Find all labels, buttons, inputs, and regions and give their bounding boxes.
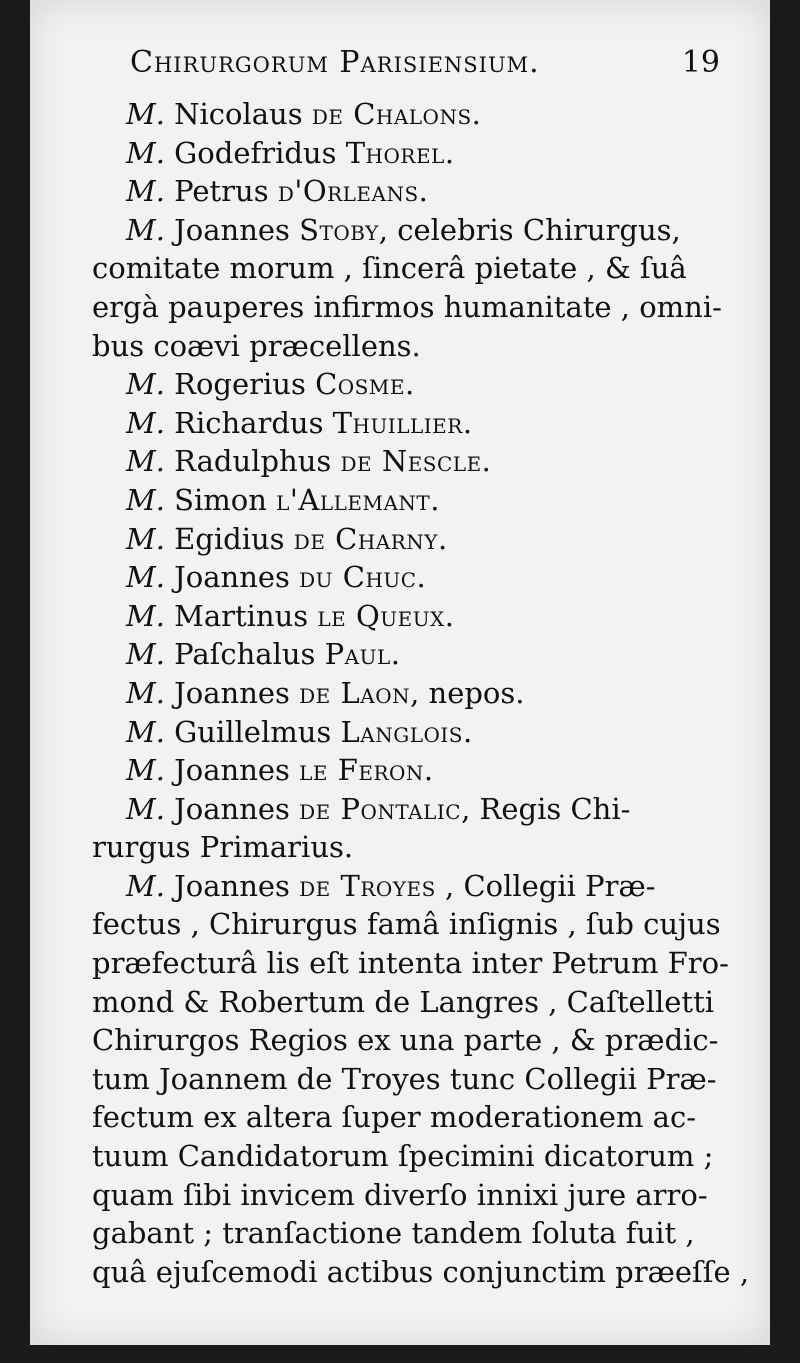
text-line [92, 1253, 750, 1292]
entry-line [92, 597, 732, 636]
entry-continuation: , nepos. [410, 675, 525, 710]
surname: de Nescle. [340, 444, 492, 479]
given-name: Joannes [174, 560, 290, 595]
entry-line [92, 635, 732, 674]
given-name: Petrus [174, 174, 269, 209]
magister-abbrev: M. [126, 174, 165, 209]
given-name: Egidius [174, 521, 285, 556]
surname: Stoby [299, 212, 379, 247]
given-name: Simon [174, 482, 267, 517]
surname: l'Allemant. [276, 482, 440, 517]
text-line-content: comitate morum , ſincerâ pietate , & ſuâ [92, 251, 687, 286]
given-name: Joannes [174, 753, 290, 788]
text-line-content: bus coævi præcellens. [92, 328, 421, 363]
entry-line [92, 790, 732, 829]
magister-abbrev: M. [126, 560, 165, 595]
surname: le Queux. [317, 598, 455, 633]
magister-abbrev: M. [126, 97, 165, 131]
magister-abbrev: M. [126, 791, 165, 826]
given-name: Godefridus [174, 135, 337, 170]
text-line [92, 1060, 732, 1099]
text-line-content: rurgus Primarius. [92, 830, 354, 865]
magister-abbrev: M. [126, 598, 165, 633]
surname: Thuillier. [332, 405, 473, 440]
given-name: Joannes [174, 675, 290, 710]
surname: Cosme. [315, 367, 415, 402]
entry-line [92, 95, 732, 134]
magister-abbrev: M. [126, 135, 165, 170]
magister-abbrev: M. [126, 753, 165, 788]
text-line [92, 905, 732, 944]
entry-line [92, 558, 732, 597]
magister-abbrev: M. [126, 714, 165, 749]
magister-abbrev: M. [126, 444, 165, 479]
page-number: 19 [681, 45, 720, 80]
text-line-content: ergà pauperes infirmos humanitate , omni- [92, 289, 722, 324]
magister-abbrev: M. [126, 675, 165, 710]
text-line-content: fectum ex altera ſuper moderationem ac- [92, 1100, 697, 1135]
text-line [92, 828, 732, 867]
entry-line [92, 867, 732, 906]
text-line-content: præfecturâ lis eſt intenta inter Petrum Fro- [92, 946, 729, 981]
entry-continuation: , celebris Chirurgus, [378, 212, 681, 247]
text-line-content: quâ ejuſcemodi actibus conjunctim præeſſe , [92, 1254, 750, 1289]
magister-abbrev: M. [126, 212, 165, 247]
surname: d'Orleans. [277, 174, 429, 209]
entry-line [92, 442, 732, 481]
book-page [30, 0, 770, 1345]
text-line-content: gabant ; tranſactione tandem ſoluta fuit , [92, 1216, 695, 1251]
surname: de Laon [299, 675, 411, 710]
text-line [92, 1137, 732, 1176]
running-title: Chirurgorum Parisiensium. [130, 45, 540, 80]
text-line [92, 944, 732, 983]
entry-line [92, 172, 732, 211]
text-line [92, 249, 732, 288]
entry-continuation: , Collegii Præ- [435, 868, 656, 903]
entry-line [92, 751, 732, 790]
surname: Langlois. [340, 714, 473, 749]
entry-line [92, 481, 732, 520]
entry-line [92, 520, 732, 559]
magister-abbrev: M. [126, 367, 165, 402]
surname: de Troyes [299, 868, 436, 903]
surname: de Charny. [293, 521, 448, 556]
text-line [92, 1214, 732, 1253]
text-line-content: quam ſibi invicem diverſo innixi jure arro- [92, 1177, 708, 1212]
text-line-content: Chirurgos Regios ex una parte , & prædic- [92, 1023, 719, 1058]
magister-abbrev: M. [126, 868, 165, 903]
given-name: Radulphus [174, 444, 332, 479]
given-name: Paſchalus [174, 637, 316, 672]
entry-line [92, 674, 732, 713]
given-name: Joannes [174, 212, 290, 247]
text-line [92, 288, 732, 327]
surname: du Chuc. [299, 560, 427, 595]
surname: de Pontalic [299, 791, 462, 826]
magister-abbrev: M. [126, 637, 165, 672]
text-line [92, 1176, 732, 1215]
text-line [92, 1021, 732, 1060]
given-name: Joannes [174, 868, 290, 903]
text-line-content: tum Joannem de Troyes tunc Collegii Præ- [92, 1061, 717, 1096]
given-name: Guillelmus [174, 714, 332, 749]
entry-line [92, 134, 732, 173]
surname: le Feron. [299, 753, 434, 788]
magister-abbrev: M. [126, 482, 165, 517]
entry-line [92, 365, 732, 404]
text-line-content: tuum Candidatorum ſpecimini dicatorum ; [92, 1139, 714, 1174]
entry-line [92, 404, 732, 443]
magister-abbrev: M. [126, 521, 165, 556]
text-line [92, 327, 732, 366]
given-name: Joannes [174, 791, 290, 826]
entry-line [92, 211, 732, 250]
text-line [92, 1098, 732, 1137]
given-name: Rogerius [174, 367, 306, 402]
text-line [92, 983, 732, 1022]
magister-abbrev: M. [126, 405, 165, 440]
surname: Paul. [324, 637, 401, 672]
given-name: Richardus [174, 405, 324, 440]
page-header [130, 45, 720, 95]
entry-line [92, 713, 732, 752]
text-line-content: mond & Robertum de Langres , Caſtelletti [92, 984, 714, 1019]
given-name: Nicolaus [174, 97, 303, 131]
surname: Thorel. [345, 135, 455, 170]
surname: de Chalons. [311, 97, 482, 131]
entry-continuation: , Regis Chi- [461, 791, 631, 826]
given-name: Martinus [174, 598, 309, 633]
body-text [92, 95, 750, 1291]
text-line-content: fectus , Chirurgus famâ inſignis , ſub cujus [92, 907, 721, 942]
